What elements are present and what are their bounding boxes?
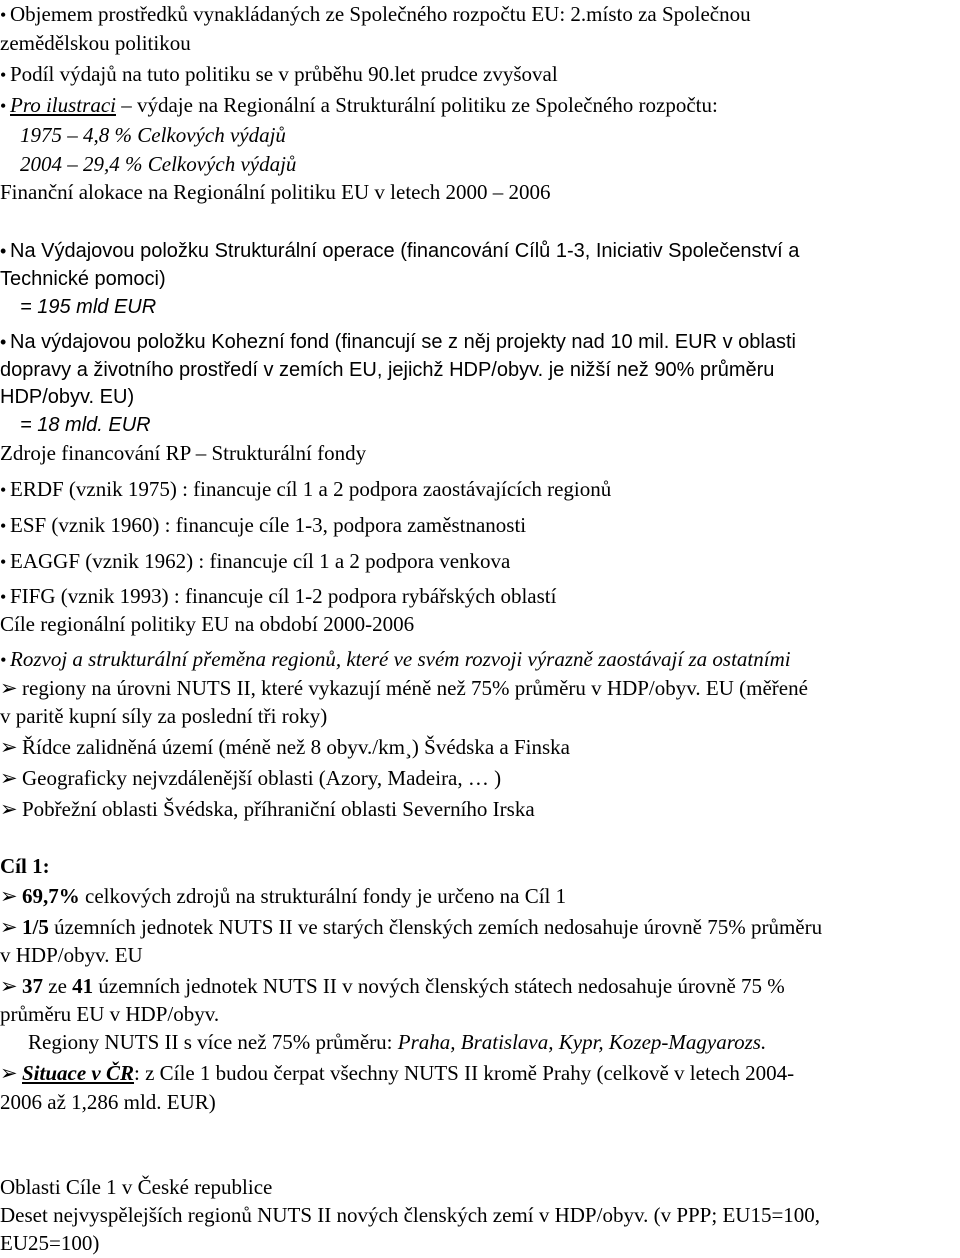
paragraph-3: • Pro ilustraci – výdaje na Regionální a Strukturální politiku ze Společného rozpočtu: xyxy=(0,91,718,121)
bullet-icon: • xyxy=(0,480,7,500)
goals-heading: Cíle regionální politiky EU na období 2000-2006 xyxy=(0,612,415,636)
arrow-bullet-icon: ➢ xyxy=(0,676,18,700)
criteria-nuts-cont: v paritě kupní síly za poslední tři roky) xyxy=(0,704,328,728)
situation-cr-cont: 2006 až 1,286 mld. EUR) xyxy=(0,1090,216,1114)
arrow-bullet-icon: ➢ xyxy=(0,797,18,821)
arrow-bullet-icon: ➢ xyxy=(0,974,18,998)
arrow-bullet-icon: ➢ xyxy=(0,884,18,908)
fund-fifg: • FIFG (vznik 1993) : financuje cíl 1-2 podpora rybářských oblastí xyxy=(0,582,556,612)
goal-1-new-members: ➢ 37 ze 41 územních jednotek NUTS II v nových členských státech nedosahuje úrovně 75 % xyxy=(0,972,785,1001)
allocation-heading: Finanční alokace na Regionální politiku EU v letech 2000 – 2006 xyxy=(0,180,551,204)
paragraph-structural: • Na Výdajovou položku Strukturální operace (financování Cílů 1-3, Iniciativ Společenství a xyxy=(0,237,799,266)
fund-eaggf: • EAGGF (vznik 1962) : financuje cíl 1 a 2 podpora venkova xyxy=(0,547,510,577)
bullet-icon: • xyxy=(0,587,7,607)
criteria-sparse: ➢ Řídce zalidněná území (méně než 8 obyv./km¸) Švédska a Finska xyxy=(0,733,570,762)
goal-1-heading: Cíl 1: xyxy=(0,854,50,878)
paragraph-cohesion-cont2: HDP/obyv. EU) xyxy=(0,386,135,408)
arrow-bullet-icon: ➢ xyxy=(0,1061,18,1085)
paragraph-2: • Podíl výdajů na tuto politiku se v průběhu 90.let prudce zvyšoval xyxy=(0,60,558,90)
arrow-bullet-icon: ➢ xyxy=(0,735,18,759)
goal-1-old-members: ➢ 1/5 územních jednotek NUTS II ve starých členských zemích nedosahuje úrovně 75% průměru xyxy=(0,913,822,942)
goal-1-new-members-cont: průměru EU v HDP/obyv. xyxy=(0,1002,220,1026)
amount-18: = 18 mld. EUR xyxy=(20,414,151,436)
situation-cr: ➢ Situace v ČR: z Cíle 1 budou čerpat všechny NUTS II kromě Prahy (celkově v letech 2004- xyxy=(0,1059,794,1088)
arrow-bullet-icon: ➢ xyxy=(0,915,18,939)
stat-2004: 2004 – 29,4 % Celkových výdajů xyxy=(20,152,297,176)
paragraph-cohesion: • Na výdajovou položku Kohezní fond (financují se z něj projekty nad 10 mil. EUR v oblasti xyxy=(0,328,796,357)
paragraph-cohesion-cont: dopravy a životního prostředí v zemích EU, jejichž HDP/obyv. je nižší než 90% průměru xyxy=(0,359,775,381)
goal-1-old-members-cont: v HDP/obyv. EU xyxy=(0,943,143,967)
section-title-cz-regions: Oblasti Cíle 1 v České republice xyxy=(0,1175,273,1199)
criteria-remote: ➢ Geograficky nejvzdálenější oblasti (Azory, Madeira, … ) xyxy=(0,764,501,793)
bullet-icon: • xyxy=(0,65,7,85)
amount-195: = 195 mld EUR xyxy=(20,296,157,318)
criteria-coastal: ➢ Pobřežní oblasti Švédska, příhraniční oblasti Severního Irska xyxy=(0,795,535,824)
fund-erdf: • ERDF (vznik 1975) : financuje cíl 1 a 2 podpora zaostávajících regionů xyxy=(0,475,611,505)
section-title-top-regions: Deset nejvyspělejších regionů NUTS II nových členských zemí v HDP/obyv. (v PPP; EU15=100, xyxy=(0,1203,821,1227)
regions-above-75: Regiony NUTS II s více než 75% průměru: Praha, Bratislava, Kypr, Kozep-Magyarozs. xyxy=(28,1030,767,1054)
paragraph-1-cont: zemědělskou politikou xyxy=(0,31,191,55)
bullet-icon: • xyxy=(0,650,7,670)
bullet-icon: • xyxy=(0,96,7,116)
paragraph-1: • Objemem prostředků vynakládaných ze Společného rozpočtu EU: 2.místo za Společnou xyxy=(0,0,751,30)
arrow-bullet-icon: ➢ xyxy=(0,766,18,790)
bullet-icon: • xyxy=(0,552,7,572)
section-title-top-regions-cont: EU25=100) xyxy=(0,1231,100,1255)
bullet-icon: • xyxy=(0,516,7,536)
paragraph-structural-cont: Technické pomoci) xyxy=(0,268,166,290)
goal-1-share: ➢ 69,7% celkových zdrojů na strukturální fondy je určeno na Cíl 1 xyxy=(0,882,566,911)
criteria-nuts: ➢ regiony na úrovni NUTS II, které vykazují méně než 75% průměru v HDP/obyv. EU (měřené xyxy=(0,674,808,703)
bullet-icon: • xyxy=(0,241,7,261)
bullet-icon: • xyxy=(0,332,7,352)
stat-1975: 1975 – 4,8 % Celkových výdajů xyxy=(20,123,286,147)
funds-heading: Zdroje financování RP – Strukturální fondy xyxy=(0,441,367,465)
bullet-icon: • xyxy=(0,5,7,25)
goal-1-description: • Rozvoj a strukturální přeměna regionů, které ve svém rozvoji výrazně zaostávají za ostatními xyxy=(0,645,791,675)
fund-esf: • ESF (vznik 1960) : financuje cíle 1-3, podpora zaměstnanosti xyxy=(0,511,526,541)
